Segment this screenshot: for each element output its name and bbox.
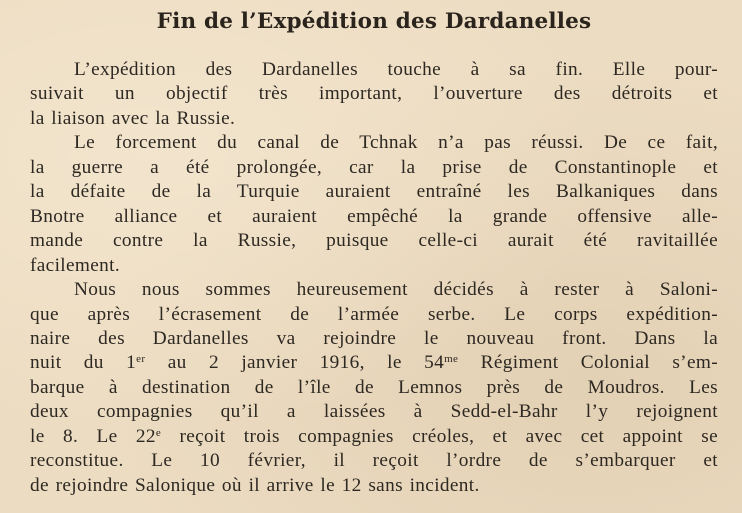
document-title: Fin de l’Expédition des Dardanelles <box>156 9 592 34</box>
text-line: reconstitue. Le 10 février, il reçoit l’ordre de s’embarquer et <box>30 450 718 472</box>
text-run: reçoit trois compagnies créoles, et avec cet appoint se <box>161 425 718 447</box>
text-line <box>30 425 718 449</box>
superscript-ordinal: e <box>155 426 162 439</box>
text-line: L’expédition des Dardanelles touche à sa fin. Elle pour- <box>74 59 718 80</box>
document-body <box>30 58 718 498</box>
text-line: facilement. <box>30 254 121 276</box>
text-run: Régiment Colonial s’em- <box>458 352 718 374</box>
text-run: au 2 janvier 1916, le 54 <box>145 352 445 374</box>
text-line: la défaite de la Turquie auraient entraîné les Balkaniques dans <box>30 181 718 203</box>
text-line: la guerre a été prolongée, car la prise de Constantinople et <box>30 156 718 178</box>
text-line: mande contre la Russie, puisque celle-ci aurait été ravitaillée <box>30 230 718 252</box>
text-line: deux compagnies qu’il a laissées à Sedd-el-Bahr l’y rejoignent <box>30 401 718 423</box>
superscript-ordinal: er <box>136 353 146 366</box>
text-line: naire des Dardanelles va rejoindre le nouveau front. Dans la <box>30 327 718 349</box>
text-line: Nous nous sommes heureusement décidés à rester à Saloni- <box>74 279 718 301</box>
paragraph-3 <box>30 278 718 498</box>
text-line: que après l’écrasement de l’armée serbe. Le corps expédition- <box>30 303 718 325</box>
text-line: de rejoindre Salonique où il arrive le 12 sans incident. <box>30 474 480 496</box>
superscript-ordinal: me <box>444 353 459 366</box>
text-line: suivait un objectif très important, l’ouverture des détroits et <box>30 83 718 105</box>
text-line <box>30 351 718 375</box>
text-run: nuit du 1 <box>30 352 137 374</box>
text-run: le 8. Le 22 <box>30 425 156 447</box>
paragraph-1 <box>30 58 718 131</box>
text-line: barque à destination de l’île de Lemnos près de Moudros. Les <box>30 376 718 398</box>
text-line: Bnotre alliance et auraient empêché la grande offensive alle- <box>30 205 718 227</box>
text-line: la liaison avec la Russie. <box>30 107 236 129</box>
paragraph-2 <box>30 131 718 278</box>
text-line: Le forcement du canal de Tchnak n’a pas réussi. De ce fait, <box>74 132 718 154</box>
